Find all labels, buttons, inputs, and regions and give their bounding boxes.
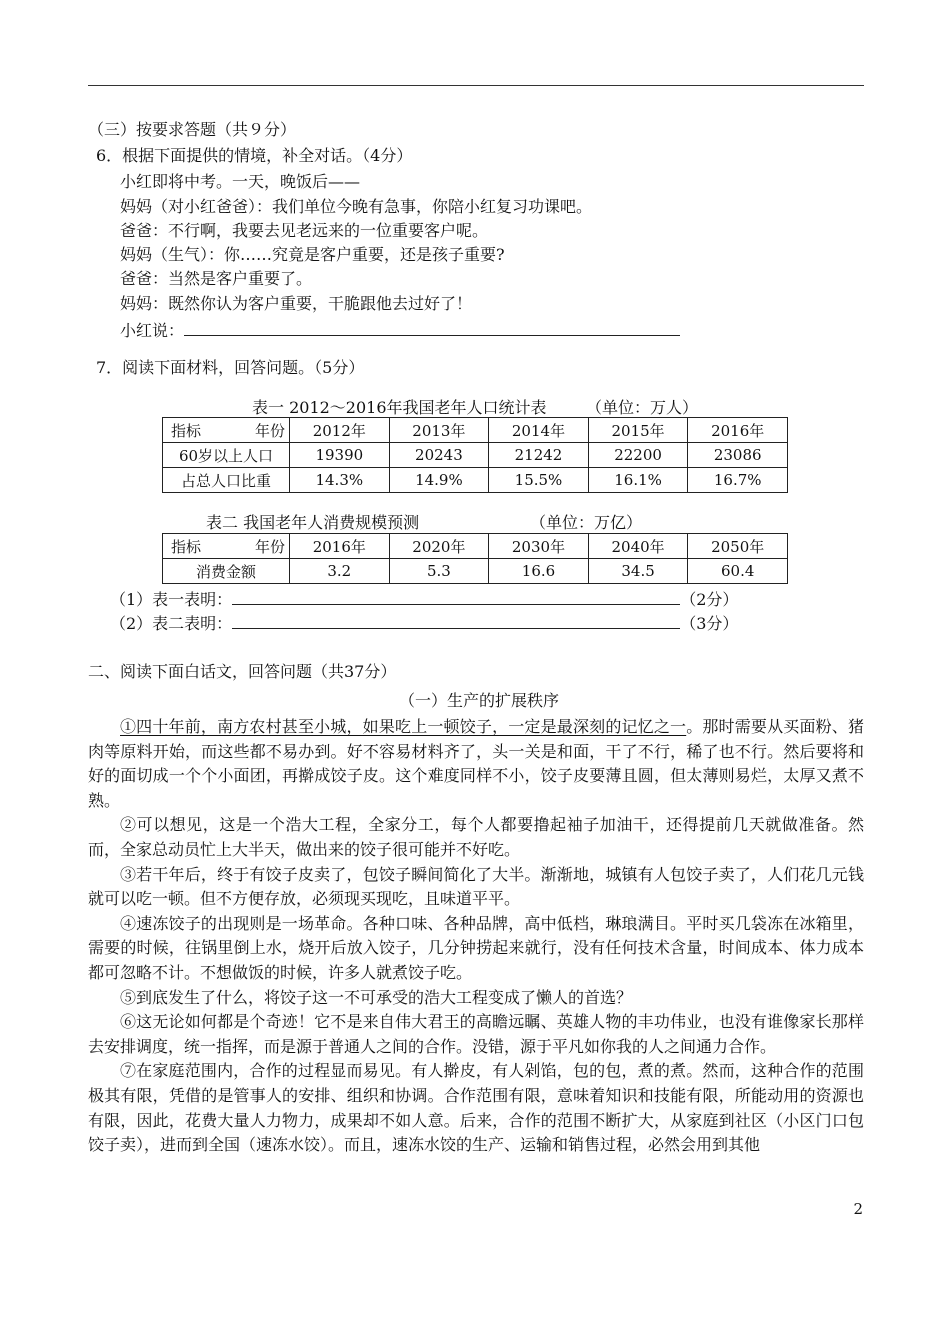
cell: 21242 xyxy=(489,443,589,468)
cell: 5.3 xyxy=(389,559,489,584)
table-row xyxy=(163,559,788,584)
paragraph-6: ⑥这无论如何都是个奇迹！它不是来自伟大君王的高瞻远瞩、英雄人物的丰功伟业，也没有谁像家长那样去安排调度，统一指挥，而是源于普通人之间的合作。没错，源于平凡如你我的人之间通力合作。 xyxy=(88,1012,864,1056)
answer-line-xiaohong[interactable] xyxy=(120,317,680,343)
passage-body xyxy=(88,715,864,1158)
table1-caption: 表一 2012～2016年我国老年人口统计表 xyxy=(252,398,547,417)
table-row xyxy=(163,468,788,493)
cell: 14.9% xyxy=(389,468,489,493)
score-label: （2分） xyxy=(680,590,739,609)
cell: 22200 xyxy=(588,443,688,468)
table-header-row xyxy=(163,418,788,443)
section-heading: （三）按要求答题（共９分） xyxy=(88,120,297,139)
paragraph-7: ⑦在家庭范围内，合作的过程显而易见。有人擀皮，有人剁馅，包的包，煮的煮。然而，这种合作的范围极其有限，凭借的是管事人的安排、组织和协调。合作范围有限，意味着知识和技能有限，所能动用的资源也有限，因此，花费大量人力物力，成果却不如人意。后来，合作的范围不断扩大，从家庭到社区（小区门口包饺子卖），进而到全国（速冻水饺）。而且，速冻水饺的生产、运输和销售过程，必然会用到其他 xyxy=(88,1061,864,1155)
cell: 16.6 xyxy=(489,559,589,584)
year-cell: 2050年 xyxy=(688,534,788,559)
paragraph-1 xyxy=(88,715,864,813)
table1-unit: （单位：万人） xyxy=(586,398,699,417)
answer-blank[interactable] xyxy=(184,317,680,336)
dialogue-line: 妈妈：既然你认为客户重要，干脆跟他去过好了！ xyxy=(120,294,473,313)
dialogue-line: 妈妈（生气）：你……究竟是客户重要，还是孩子重要? xyxy=(120,245,505,264)
header-right: 年份 xyxy=(254,538,285,556)
cell: 3.2 xyxy=(290,559,390,584)
question-6-prompt: 6．根据下面提供的情境，补全对话。（4分） xyxy=(96,146,413,165)
year-cell: 2040年 xyxy=(588,534,688,559)
subquestion-label: （1）表一表明： xyxy=(110,590,233,609)
question-7-prompt: 7．阅读下面材料，回答问题。（5分） xyxy=(96,358,365,377)
table2 xyxy=(162,533,788,584)
answer-blank[interactable] xyxy=(232,586,680,605)
year-cell: 2014年 xyxy=(489,418,589,443)
table-header-row xyxy=(163,534,788,559)
cell: 15.5% xyxy=(489,468,589,493)
paragraph-3: ③若干年后，终于有饺子皮卖了，包饺子瞬间简化了大半。渐渐地，城镇有人包饺子卖了，人们花几元钱就可以吃一顿。但不方便存放，必须现买现吃，且味道平平。 xyxy=(88,864,864,909)
year-cell: 2020年 xyxy=(389,534,489,559)
header-left: 指标 xyxy=(171,422,202,440)
header-right: 年份 xyxy=(254,422,285,440)
header-cell xyxy=(163,534,290,559)
paragraph-text: 。那时需要从买面粉、猪肉等原料开始，而这些都不易办到。好不容易材料齐了，头一关是和面，干了不行，稀了也不行。然后要将和好的面切成一个个小面团，再擀成饺子皮。这个难度同样不小，饺子皮要薄且圆，但太薄则易烂，太厚又煮不熟。 xyxy=(88,717,864,810)
page-number: 2 xyxy=(853,1200,863,1218)
row-label: 消费金额 xyxy=(163,559,290,584)
header-left: 指标 xyxy=(171,538,202,556)
cell: 60.4 xyxy=(688,559,788,584)
subquestion-label: （2）表二表明： xyxy=(110,614,233,633)
cell: 16.1% xyxy=(588,468,688,493)
dialogue-line: 妈妈（对小红爸爸）：我们单位今晚有急事，你陪小红复习功课吧。 xyxy=(120,197,593,216)
table-row xyxy=(163,443,788,468)
cell: 19390 xyxy=(290,443,390,468)
year-cell: 2030年 xyxy=(489,534,589,559)
paragraph-4: ④速冻饺子的出现则是一场革命。各种口味、各种品牌，高中低档，琳琅满目。平时买几袋冻在冰箱里，需要的时候，往锅里倒上水，烧开后放入饺子，几分钟捞起来就行，没有任何技术含量，时间成本、体力成本都可忽略不计。不想做饭的时候，许多人就煮饺子吃。 xyxy=(88,913,864,982)
reading-heading: 二、阅读下面白话文，回答问题（共37分） xyxy=(88,662,397,681)
score-label: （3分） xyxy=(680,614,739,633)
subquestion-2[interactable] xyxy=(110,610,738,636)
cell: 23086 xyxy=(688,443,788,468)
table1 xyxy=(162,417,788,493)
answer-blank[interactable] xyxy=(232,610,680,629)
year-cell: 2013年 xyxy=(389,418,489,443)
cell: 14.3% xyxy=(290,468,390,493)
row-label: 占总人口比重 xyxy=(163,468,290,493)
dialogue-line: 小红即将中考。一天，晚饭后—— xyxy=(120,172,361,191)
underlined-sentence: ①四十年前，南方农村甚至小城，如果吃上一顿饺子，一定是最深刻的记忆之一 xyxy=(120,717,687,736)
paragraph-2: ②可以想见，这是一个浩大工程，全家分工，每个人都要撸起袖子加油干，还得提前几天就做准备。然而，全家总动员忙上大半天，做出来的饺子很可能并不好吃。 xyxy=(88,815,864,859)
dialogue-line: 爸爸：不行啊，我要去见老远来的一位重要客户呢。 xyxy=(120,221,489,240)
year-cell: 2015年 xyxy=(588,418,688,443)
table2-unit: （单位：万亿） xyxy=(530,513,643,532)
header-cell xyxy=(163,418,290,443)
year-cell: 2012年 xyxy=(290,418,390,443)
header-rule xyxy=(88,85,864,86)
cell: 16.7% xyxy=(688,468,788,493)
year-cell: 2016年 xyxy=(290,534,390,559)
passage-title: （一）生产的扩展秩序 xyxy=(399,691,560,710)
cell: 34.5 xyxy=(588,559,688,584)
row-label: 60岁以上人口 xyxy=(163,443,290,468)
paragraph-5: ⑤到底发生了什么，将饺子这一不可承受的浩大工程变成了懒人的首选？ xyxy=(120,987,633,1007)
year-cell: 2016年 xyxy=(688,418,788,443)
dialogue-line: 爸爸：当然是客户重要了。 xyxy=(120,269,313,288)
answer-label: 小红说： xyxy=(120,321,185,340)
table2-caption: 表二 我国老年人消费规模预测 xyxy=(206,513,420,532)
cell: 20243 xyxy=(389,443,489,468)
subquestion-1[interactable] xyxy=(110,586,738,612)
